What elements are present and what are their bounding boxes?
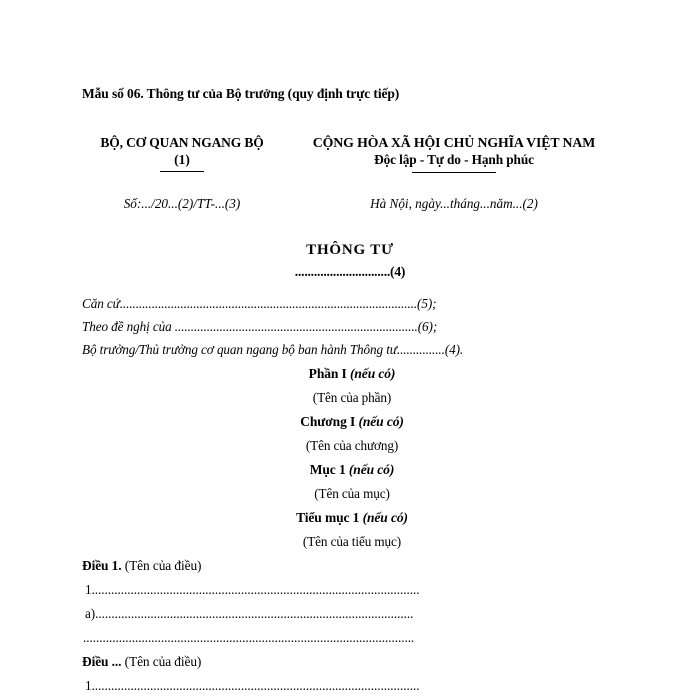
article-heading-1 xyxy=(82,554,522,578)
subsection-name-placeholder: (Tên của tiểu mục) xyxy=(302,534,402,549)
structure-heading-subsection xyxy=(4,506,700,530)
subsection-optional-note: (nếu có) xyxy=(362,510,408,525)
article-n-label: Điều ... xyxy=(82,654,122,669)
preamble-line-promulgation: Bộ trưởng/Thủ trưởng cơ quan ngang bộ ban hành Thông tư...............(4). xyxy=(82,342,464,357)
structure-block xyxy=(0,362,700,554)
preamble-line-proposal: Theo đề nghị của ............................................................................(6); xyxy=(82,319,438,334)
chapter-label: Chương I xyxy=(300,414,356,429)
document-title: THÔNG TƯ xyxy=(306,242,394,258)
article-1-continuation-line: ...................................................................................................... xyxy=(83,630,415,645)
article-n-clause-1: 1..................................................................................................... xyxy=(85,678,420,693)
subsection-label: Tiểu mục 1 xyxy=(296,510,360,525)
section-optional-note: (nếu có) xyxy=(348,462,395,477)
preamble-block xyxy=(82,292,522,361)
document-number: Số:.../20...(2)/TT-...(3) xyxy=(123,196,241,211)
issuing-organization: BỘ, CƠ QUAN NGANG BỘ xyxy=(100,135,264,150)
preamble-line-basis: Căn cứ.............................................................................................(5); xyxy=(82,296,437,311)
article-1-name: (Tên của điều) xyxy=(124,558,202,573)
national-title: CỘNG HÒA XÃ HỘI CHỦ NGHĨA VIỆT NAM xyxy=(312,135,596,150)
letterhead-left-rule xyxy=(160,171,204,172)
part-label: Phần I xyxy=(308,366,347,381)
document-subtitle: ..............................(4) xyxy=(294,264,406,279)
article-heading-n xyxy=(82,650,522,674)
chapter-name-placeholder: (Tên của chương) xyxy=(305,438,399,453)
article-1-clause-1: 1..................................................................................................... xyxy=(85,582,420,597)
part-name-placeholder: (Tên của phần) xyxy=(312,390,392,405)
form-code-line: Mẫu số 06. Thông tư của Bộ trưởng (quy định trực tiếp) xyxy=(82,86,400,101)
structure-heading-chapter xyxy=(4,410,700,434)
letterhead xyxy=(78,134,622,173)
structure-heading-part xyxy=(4,362,700,386)
section-label: Mục 1 xyxy=(309,462,346,477)
letterhead-right-column xyxy=(286,134,622,173)
letterhead-right-rule xyxy=(412,172,496,173)
part-optional-note: (nếu có) xyxy=(350,366,396,381)
national-motto: Độc lập - Tự do - Hạnh phúc xyxy=(374,152,534,167)
letterhead-left-column xyxy=(78,134,286,172)
article-1-label: Điều 1. xyxy=(82,558,122,573)
issuing-organization-note: (1) xyxy=(174,152,190,167)
articles-block xyxy=(82,554,522,698)
chapter-optional-note: (nếu có) xyxy=(358,414,404,429)
structure-heading-section xyxy=(4,458,700,482)
section-name-placeholder: (Tên của mục) xyxy=(314,486,390,501)
place-and-date: Hà Nội, ngày...tháng...năm...(2) xyxy=(370,196,538,211)
document-meta-row xyxy=(78,196,622,212)
article-n-name: (Tên của điều) xyxy=(124,654,202,669)
article-1-point-a: a).................................................................................................. xyxy=(85,606,414,621)
